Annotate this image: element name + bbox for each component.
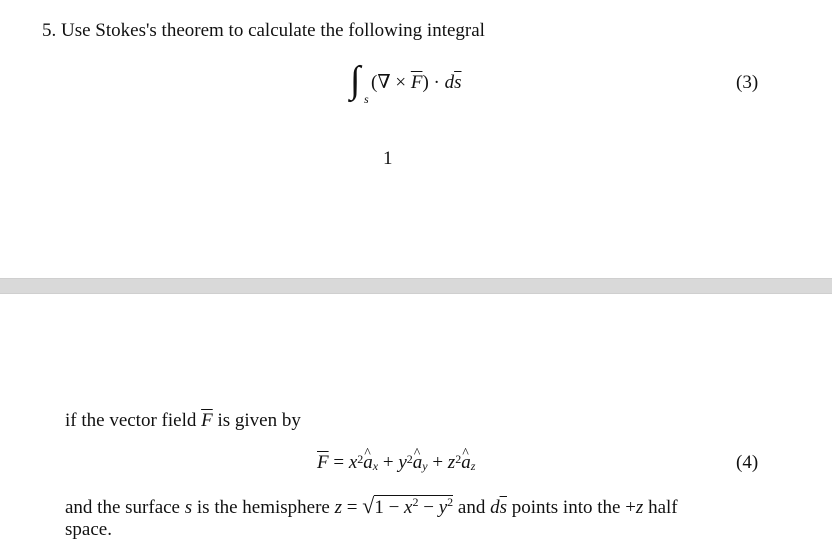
problem-statement: Use Stokes's theorem to calculate the following integral — [61, 20, 485, 41]
page-break-divider — [0, 278, 832, 294]
surface-description-line1: and the surface s is the hemisphere $z = √1 - x^2 - y^2$ and $d\overline{s}$ points into the +z half — [65, 493, 678, 518]
page-number: 1 — [383, 148, 393, 169]
integral-sign-icon: ∫ — [350, 59, 361, 101]
vector-field-equation: $\overline{F}$ = $x^2\^{}$ $a_x$ + $y^2\^{}$ $a_y$ + $z^2\^{}$ $a_z$ — [317, 452, 475, 474]
problem-statement-line — [42, 20, 485, 42]
nabla-symbol: ∇ — [377, 72, 391, 93]
equation-number-4: (4) — [736, 452, 759, 473]
vector-field-intro: if the vector field $\overline{F}$ is given by — [65, 410, 301, 431]
sqrt-radicand: $1 - x^2 - y^2$ — [374, 495, 454, 518]
vector-f: $\overline{F}$ — [410, 72, 423, 93]
surface-description-line2: space. — [65, 519, 112, 540]
sqrt-icon: √ — [362, 493, 375, 518]
integral-body: (∇ × $\overline{F}) \cdot d\overline{s}$ — [371, 72, 462, 93]
integral-subscript: s — [364, 92, 369, 106]
equation-number-3: (3) — [736, 72, 759, 93]
problem-number: 5. — [42, 20, 57, 41]
